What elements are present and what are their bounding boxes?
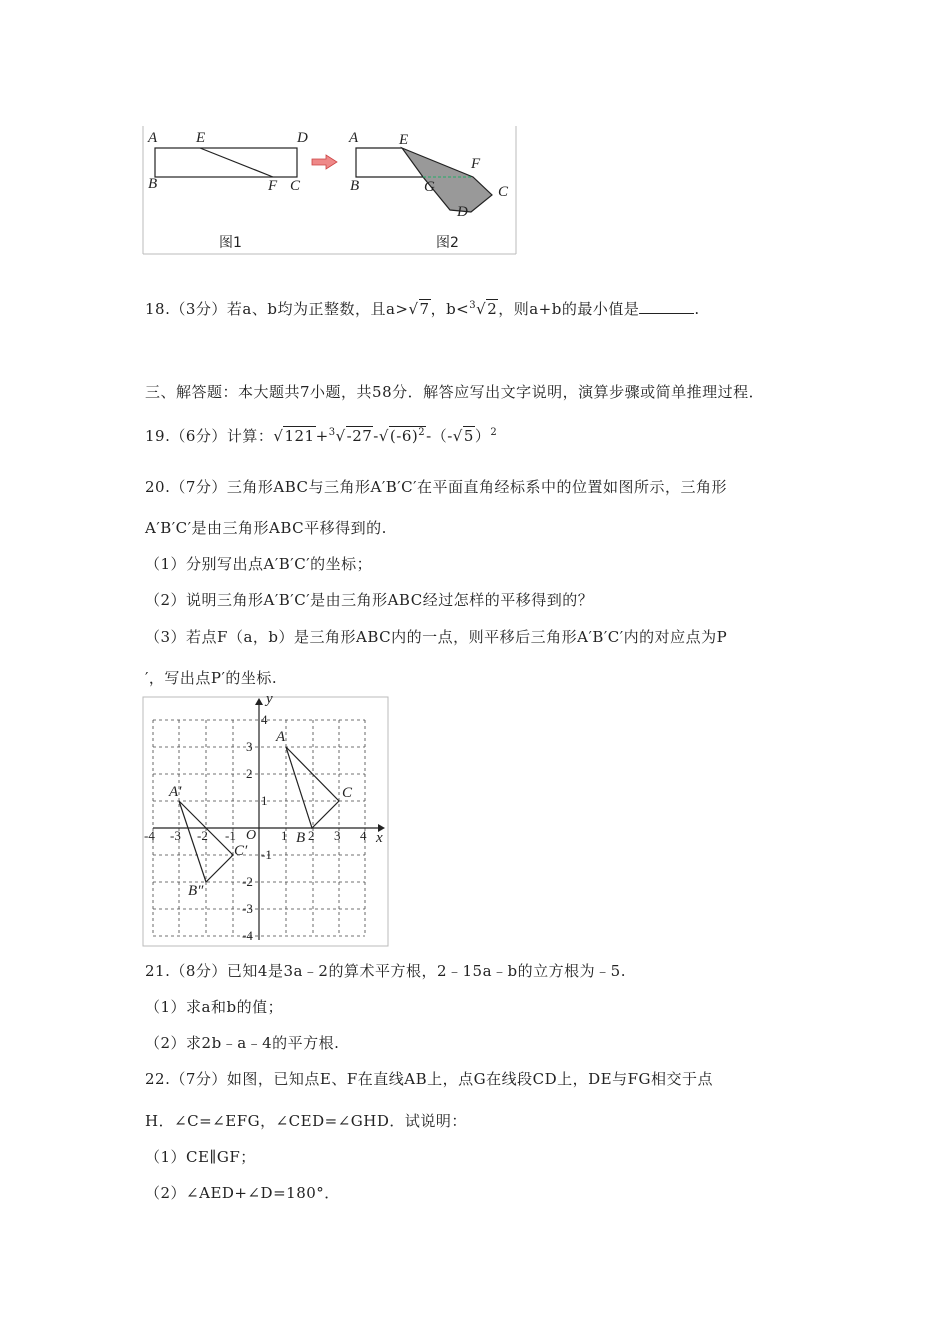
q19-radicand-3-base: (-6)	[389, 427, 419, 445]
x-tick-neg2: -2	[197, 828, 208, 843]
q22-part-1: （1）CE∥GF；	[145, 1148, 256, 1166]
q19-tail: ）	[474, 427, 491, 445]
fig2-label-b: B	[350, 178, 360, 194]
fig2-label-g: G	[424, 179, 435, 195]
x-axis-label: x	[376, 830, 383, 846]
q22-line-2: H．∠C=∠EFG，∠CED=∠GHD．试说明：	[145, 1112, 467, 1130]
fig2-caption: 图2	[436, 235, 459, 251]
q22-part-2: （2）∠AED+∠D=180°．	[145, 1184, 340, 1202]
x-tick-neg4: -4	[144, 828, 155, 843]
q19-radicand-4: 5	[463, 427, 474, 445]
cube-root-icon: √	[476, 300, 487, 318]
q21-part-1: （1）求a和b的值；	[145, 998, 284, 1016]
y-axis-label: y	[266, 691, 273, 707]
section-3-heading: 三、解答题：本大题共7小题，共58分．解答应写出文字说明，演算步骤或简单推理过程．	[145, 383, 765, 401]
fig2-label-a: A	[349, 130, 359, 146]
fig1-label-f: F	[268, 178, 278, 194]
triangle-abc	[286, 747, 339, 828]
q18-cube-index: 3	[469, 300, 477, 311]
fig1-crease-ef	[200, 148, 273, 177]
q20-part-3: （3）若点F（a，b）是三角形ABC内的一点，则平移后三角形A′B′C′内的对应点为P	[145, 628, 728, 646]
coordinate-grid-svg	[142, 695, 390, 947]
q19-radicand-2: -27	[346, 427, 373, 445]
x-tick-2: 2	[308, 828, 315, 843]
y-tick-1: 1	[261, 793, 268, 808]
point-c1-label: C′	[234, 843, 248, 859]
fig2-label-e: E	[399, 132, 409, 148]
q18-end: .	[694, 300, 700, 318]
point-b-label: B	[296, 830, 306, 846]
fig1-label-a: A	[148, 130, 158, 146]
y-tick-2: 2	[246, 766, 253, 781]
sqrt-icon: √	[452, 427, 463, 445]
q18-suffix: ，则a+b的最小值是	[498, 300, 640, 318]
fig1-rectangle	[155, 148, 297, 177]
y-axis-arrow-icon	[255, 698, 263, 705]
x-tick-4: 4	[360, 828, 367, 843]
q20-part-3-continued: ′，写出点P′的坐标.	[145, 669, 278, 687]
coordinate-grid	[142, 691, 390, 947]
q21-part-2: （2）求2b﹣a﹣4的平方根.	[145, 1034, 340, 1052]
origin-label: O	[246, 828, 257, 843]
point-a-label: A	[276, 729, 286, 745]
cube-root-icon: √	[335, 427, 346, 445]
q20-line-1: 20.（7分）三角形ABC与三角形A′B′C′在平面直角经标系中的位置如图所示，三角形	[145, 478, 728, 496]
question-19	[145, 425, 497, 446]
answer-blank	[639, 301, 694, 314]
x-tick-neg1: -1	[225, 828, 236, 843]
fig1-label-c: C	[290, 178, 301, 194]
q19-cube-index: 3	[328, 427, 336, 438]
sqrt-icon: √	[378, 427, 389, 445]
fig2-label-c: C	[498, 184, 509, 200]
q19-minus-2: -（-	[426, 427, 453, 445]
q20-part-2: （2）说明三角形A′B′C′是由三角形ABC经过怎样的平移得到的？	[145, 591, 594, 609]
q18-mid: ，b<	[430, 300, 470, 318]
q18-radicand-2: 2	[487, 300, 498, 318]
x-tick-3: 3	[334, 828, 341, 843]
q21-line-1: 21.（8分）已知4是3a﹣2的算术平方根，2﹣15a﹣b的立方根为﹣5.	[145, 962, 626, 980]
sqrt-icon: √	[273, 427, 284, 445]
x-tick-neg3: -3	[170, 828, 181, 843]
fig2-label-d: D	[457, 204, 468, 220]
point-b1-label: B″	[188, 883, 204, 899]
y-tick-4: 4	[261, 712, 268, 727]
y-tick-neg3: -3	[242, 901, 253, 916]
q22-line-1: 22.（7分）如图，已知点E、F在直线AB上，点G在线段CD上，DE与FG相交于点	[145, 1070, 713, 1088]
sqrt-icon: √	[408, 300, 419, 318]
fig2-label-f: F	[471, 156, 481, 172]
question-18	[145, 298, 700, 319]
x-tick-1: 1	[281, 828, 288, 843]
fig1-label-b: B	[148, 176, 158, 192]
fig1-label-d: D	[297, 130, 308, 146]
q18-prefix: 18.（3分）若a、b均为正整数，且a>	[145, 300, 409, 318]
y-tick-neg1: -1	[261, 847, 272, 862]
q19-prefix: 19.（6分）计算：	[145, 427, 274, 445]
y-tick-neg4: -4	[242, 928, 253, 943]
q19-minus-1: -	[373, 427, 379, 445]
q18-radicand-1: 7	[419, 300, 430, 318]
fig1-label-e: E	[196, 130, 206, 146]
q19-plus: +	[315, 427, 329, 445]
fig1-caption: 图1	[219, 235, 242, 251]
q20-part-1: （1）分别写出点A′B′C′的坐标；	[145, 555, 373, 573]
q19-radicand-1: 121	[284, 427, 315, 445]
q19-radicand-3	[389, 426, 426, 445]
point-c-label: C	[342, 785, 353, 801]
q19-radicand-3-exp: 2	[418, 427, 426, 438]
q20-line-2: A′B′C′是由三角形ABC平移得到的.	[145, 519, 387, 537]
q19-tail-exp: 2	[490, 427, 498, 438]
y-tick-neg2: -2	[242, 874, 253, 889]
arrow-icon	[312, 155, 337, 169]
y-tick-3: 3	[246, 739, 253, 754]
point-a1-label: A′	[169, 784, 182, 800]
folding-figure	[140, 124, 518, 256]
